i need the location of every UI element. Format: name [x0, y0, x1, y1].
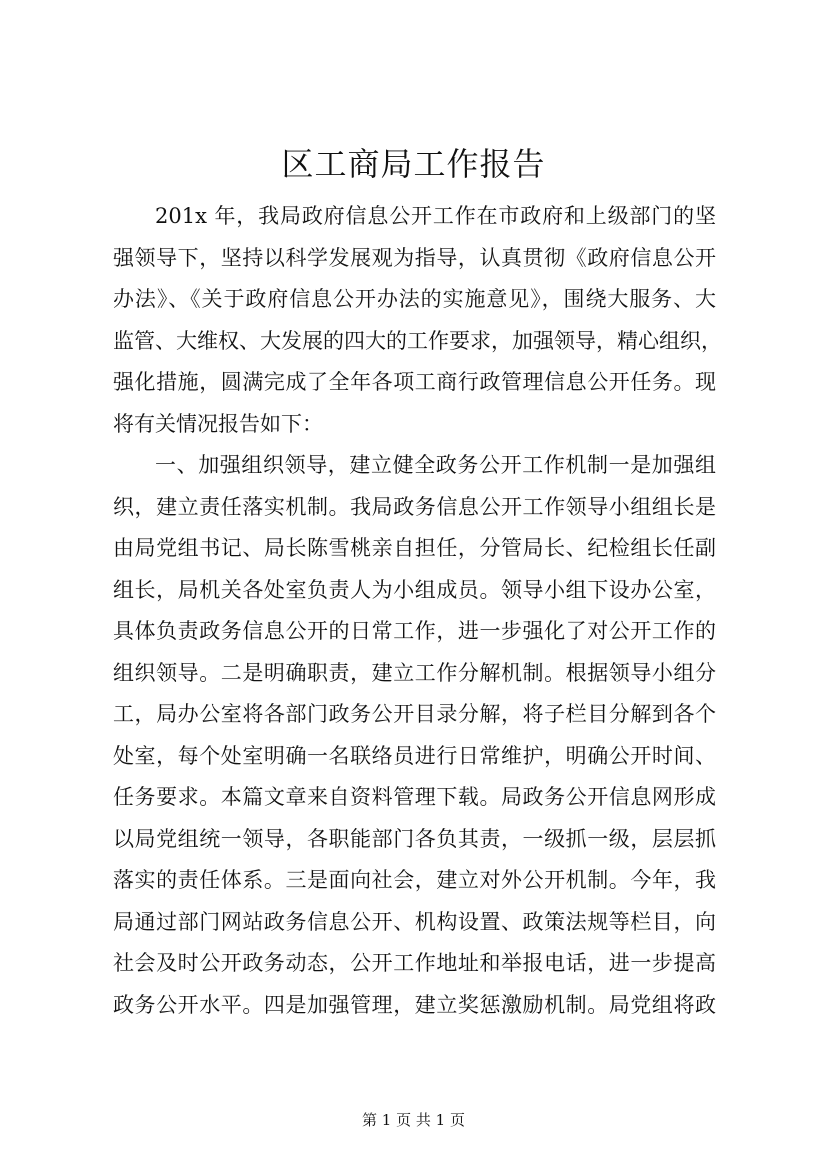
- paragraph-2-line-9: 任务要求。本篇文章来自资料管理下载。局政务公开信息网形成: [113, 785, 716, 809]
- paragraph-2-line-11: 落实的责任体系。三是面向社会，建立对外公开机制。今年，我: [113, 868, 716, 892]
- paragraph-2-line-2: 织，建立责任落实机制。我局政务信息公开工作领导小组组长是: [113, 494, 716, 519]
- paragraph-1-line-6: 将有关情况报告如下：: [113, 411, 323, 436]
- document-body: [113, 196, 722, 1026]
- page-footer: 第 1 页 共 1 页: [362, 1111, 465, 1129]
- paragraph-2-line-13: 社会及时公开政务动态，公开工作地址和举报电话，进一步提高: [113, 951, 716, 975]
- paragraph-2-line-3: 由局党组书记、局长陈雪桃亲自担任，分管局长、纪检组长任副: [113, 536, 716, 560]
- paragraph-2-line-10: 以局党组统一领导，各职能部门各负其责，一级抓一级，层层抓: [113, 826, 716, 851]
- paragraph-2-line-8: 处室，每个处室明确一名联络员进行日常维护，明确公开时间、: [113, 743, 716, 768]
- paragraph-2-line-12: 局通过部门网站政务信息公开、机构设置、政策法规等栏目，向: [113, 909, 716, 934]
- paragraph-2-line-4: 组长，局机关各处室负责人为小组成员。领导小组下设办公室，: [113, 577, 716, 602]
- paragraph-1-line-3: 办法》、《关于政府信息公开办法的实施意见》，围绕大服务、大: [113, 287, 716, 311]
- paragraph-2-line-6: 组织领导。二是明确职责，建立工作分解机制。根据领导小组分: [113, 660, 716, 685]
- paragraph-1-line-5: 强化措施，圆满完成了全年各项工商行政管理信息公开任务。现: [113, 370, 716, 394]
- paragraph-2-line-7: 工，局办公室将各部门政务公开目录分解，将子栏目分解到各个: [113, 702, 716, 726]
- paragraph-1-line-4: 监管、大维权、大发展的四大的工作要求，加强领导，精心组织，: [113, 328, 722, 353]
- paragraph-2-line-5: 具体负责政务信息公开的日常工作，进一步强化了对公开工作的: [113, 619, 716, 643]
- document-title: 区工商局工作报告: [281, 145, 546, 183]
- paragraph-1-line-2: 强领导下，坚持以科学发展观为指导，认真贯彻《政府信息公开: [113, 245, 716, 270]
- paragraph-2-line-1: 一、加强组织领导，建立健全政务公开工作机制一是加强组: [155, 453, 716, 477]
- paragraph-2-line-14: 政务公开水平。四是加强管理，建立奖惩激励机制。局党组将政: [113, 992, 716, 1017]
- paragraph-1-line-1: 201x 年，我局政府信息公开工作在市政府和上级部门的坚: [155, 204, 716, 228]
